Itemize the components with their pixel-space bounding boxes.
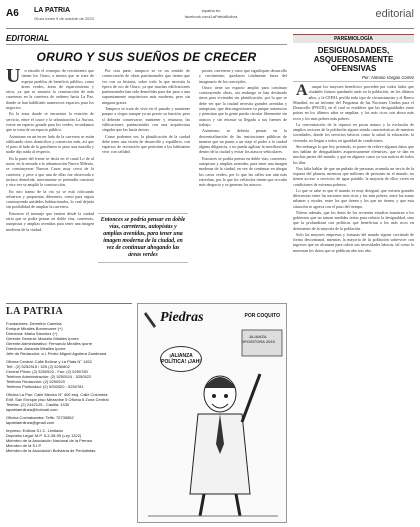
editorial-column-3 bbox=[199, 68, 287, 189]
credit-line: Fundadores: Demetrio Canelas bbox=[6, 321, 62, 326]
credit-line: Telefax: (2) 2442125 - Casilla: 1430 bbox=[6, 402, 70, 407]
pen-icon bbox=[144, 312, 156, 328]
pull-quote: Entonces se podría pensar en doble vías, carreteras, autopistas y amplias avenidas, para tener una imagen moderna de la ciudad, en vez de continuar ahogando las áreas verdes bbox=[98, 213, 188, 263]
paragraph: Oruro tiene un espacio amplio para continuar construyendo obras, sin embargo se han destinado áreas para viviendas sin planificación, por lo que se debe ver que la ciudad necesita grandes avenidas y autopistas, que descongestionen su parque automotor y permitan que la gente pueda circular libremente sin atascos y sin retrasar su llegada a sus fuentes de trabajo. bbox=[199, 84, 287, 127]
credit-line: Directora: Amanda Miralles Iporre bbox=[6, 346, 66, 351]
editorial-title: ORURO Y SUS SUEÑOS DE CRECER bbox=[36, 50, 257, 64]
editorial-article bbox=[6, 34, 287, 330]
credit-line: Depósito Legal: M.P. 5-3-38-95 (Ley 1322) bbox=[6, 433, 82, 438]
credit-line: Jefe de Redacción: a.i. Pedro Miguel Aguilera Zambrana bbox=[6, 351, 107, 356]
paragraph: Tampoco se trata de vivir en el pasado y mantener parque a ciegas aunque ya no preste su función, pero sí deberán conservarse, mantener y restaurar, las edificaciones patrimoniales con una arquitectura singular que las hacía únicas. bbox=[102, 106, 190, 133]
speech-bubble: ¡ALIANZA POLÍTICA! ¡JAH! bbox=[160, 346, 202, 372]
header-links bbox=[146, 8, 276, 20]
credit-line: Edif. San Enrique piso Mezanine 5 Oficina 6 Zona Central bbox=[6, 397, 109, 402]
credit-line: Central Piloto: (2) 5250520 - Fax: (2) 5250780 bbox=[6, 369, 88, 374]
paragraph: Nótese además, que los datos de los recientes estudios muestran a los gobiernos que no toman medidas serias para reducir la desigualdad, sino que la profundizan con políticas que benefician a los más ricos en detrimento de la mayoría de la población. bbox=[293, 209, 414, 231]
paragraph: En la parte del frente se decía en el canal Lo de al norte, en la entrada a la urbanización Nuevo Milenio, se construyeron Nuevas Casas muy cerca de la carretera, y pese a que una de ellas fue observada e incluso demolida, nuevamente se pretendía construir y otra vez se amplió la construcción. bbox=[6, 155, 94, 188]
credit-line: Oficina La Paz: Calle Mexico N° 400 esq. Calle Colombia bbox=[6, 392, 108, 397]
opinion-title: DESIGUALDADES, ASQUEROSAMENTE OFENSIVAS bbox=[313, 46, 394, 73]
credit-line: Gerente Administrativo: Fernando Miralles Iporre bbox=[6, 341, 93, 346]
credit-line: Teléfono Redacción: (2) 5250520 bbox=[6, 379, 65, 384]
column-bar: PAREMIOLOGÍA bbox=[293, 34, 414, 43]
paragraph: postes, carreteras y otros que signifiquen desarrollo y crecimiento, quedaron totalmente fuera del imaginario de los concejales. bbox=[199, 68, 287, 84]
editorial-column-2 bbox=[102, 68, 190, 156]
paragraph: Como podemos ver, la planificación de la ciudad debe tener una visión de desarrollo y equilibrio, con espacios de recreación que permitan a los habitantes vivir con calidad. bbox=[102, 133, 190, 155]
credit-line: Miembro de la Asociación Boliviana de Periodistas bbox=[6, 448, 96, 453]
credit-line: Impreso: Editora S.I.C. Limitada bbox=[6, 428, 63, 433]
paragraph: En la zona donde se encuentra la estación de servicio, entre el cauce y la urbanización La Aurora, existe un espacio grande para los verdes, recordamos que se trata de un espacio público. bbox=[6, 111, 94, 133]
dropcap: U bbox=[6, 65, 21, 87]
opinion-article bbox=[293, 34, 414, 254]
paragraph: Aunque los mayores beneficios proceden por todos lados que ciudades fuimos quedando atrás en la población, en los últimos años, y la CEPAL perfila todo tipo de circunstancias y el Banco Mundial, en un informe del Programa de las Naciones Unidas para el Desarrollo (PNUD), en el cual se establece que las desigualdades entre países en los últimos años se amplían, y los más ricos son ahora más ricos y los más pobres más pobres. bbox=[293, 82, 414, 121]
editorial-columns bbox=[6, 65, 287, 330]
credit-email[interactable]: lapatriaenlinea@gmail.com bbox=[6, 420, 55, 425]
paragraph: La concentración de la riqueza en pocas manos y la exclusión de amplios sectores de la población siguen siendo características de nuestras sociedades, donde los servicios básicos como la salud, la educación, la vivienda, no llegan a todos en igualdad de condiciones. bbox=[293, 121, 414, 143]
editorial-column-1 bbox=[6, 65, 94, 233]
credit-line: Teléfono Publicidad: (2) 5250520 - 5250781 bbox=[6, 384, 84, 389]
editorial-label: EDITORIAL bbox=[6, 34, 287, 45]
paragraph: Entonces se podría pensar en doble vías, carreteras, autopistas y amplias avenidas, para tener una imagen moderna de la ciudad, en vez de continuar en ahogar los casos verdes, por lo que las calles son aún más estrechas, por lo que los vehículos tienen que circular más despacio y se generan los atascos. bbox=[199, 155, 287, 188]
paragraph: Asimismo, se debería pensar en la descentralización de las instituciones públicas de manera que no pasen a un viaje al poder a la ciudad alguna diligencia, y no pueda agilizar la movilización dentro de la ciudad y evitar los atascos vehiculares. bbox=[199, 128, 287, 155]
staff-box bbox=[6, 303, 132, 523]
section-label: editorial bbox=[375, 8, 414, 20]
credit-email[interactable]: lapatriaenlinea@hotmail.com bbox=[6, 407, 58, 412]
credit-line: Directora: Marta Sánchez (+) bbox=[6, 331, 58, 336]
cartoon-author: POR COQUITO bbox=[244, 313, 280, 319]
credit-line: Oficina Central: Calle Bolívar y La Plata N° 1452 bbox=[6, 359, 92, 364]
dropcap: A bbox=[296, 82, 308, 99]
paragraph: n estudio el concepto de crecimiento que tienen los Oruro, a menos que se trate de espejar pueblos de beneficio público, como áreas verdes, áreas de esparcimiento y otros, ya que se anuncia la construcción de más carreteras en la carretera de ordenes hacia La Paz, donde se han habilitado numerosos espacios para los negocios. bbox=[6, 68, 94, 111]
credit-line: Teléfono Administración: (2) 5250524 - 5250522 bbox=[6, 374, 92, 379]
masthead-logo: LA PATRIA bbox=[34, 7, 71, 14]
paragraph: Sin embargo lo que hoy pretendo, es poner de relieve algunos datos que nos hablan de desigualdades asquerosamente ofensivas, que se dan en muchas partes del mundo, y que en algunos casos ya son noticia de todos los días. bbox=[293, 143, 414, 165]
paragraph: En otro tramo de la vía ya se está colocando refuerzos y propuestas diferentes, como para seguir construyendo unidades habitacionales, lo cual dejaría sin posibilidad de ampliar la carretera. bbox=[6, 188, 94, 210]
paragraph: Nos falta hablar de que un puñado de personas acumula un tercio de la riqueza del planeta, mientras que millones de personas en el mundo, no tienen acceso a servicios de agua potable, la mayoría de ellos viven en condiciones de extrema pobreza. bbox=[293, 165, 414, 187]
credit-line: Miembro de la Asociación Nacional de la Prensa bbox=[6, 438, 92, 443]
credit-line: Miembro de la S.I.P. bbox=[6, 443, 42, 448]
facebook-link[interactable]: facebook.com/LaPatriaBolivia bbox=[184, 14, 238, 19]
credit-line: Gerente General: Marcelo Miralles Iporre bbox=[6, 336, 79, 341]
credit-line: Enrique Miralles Bonnecarre (+) bbox=[6, 326, 63, 331]
issue-date: Oruro lunes 9 de octubre de 2023 bbox=[34, 16, 94, 21]
page-header bbox=[6, 5, 414, 29]
opinion-body bbox=[293, 84, 414, 253]
page-number: A6 bbox=[6, 8, 19, 19]
paragraph: Entonces el mensaje que emiten desde la ciudad sería que se podía pensar en doble vías, carreteras, autopistas y amplias avenidas para tener una imagen moderna de la ciudad. bbox=[6, 210, 94, 232]
cartoon-title: Piedras bbox=[160, 310, 204, 325]
website-link[interactable]: lapatria.bo bbox=[201, 8, 221, 13]
protest-sign: ALIANZA OPOSITORA 2023 bbox=[241, 334, 275, 344]
opinion-author: Por: Antonio Vargas Cortez bbox=[293, 75, 414, 82]
credits-logo: LA PATRIA bbox=[6, 306, 64, 317]
editorial-cartoon bbox=[137, 303, 287, 523]
paragraph: Por otra parte, tampoco se ve un sentido de conservación de obras patrimoniales que tienen que ver con su historia, sobre todo la que necesita la época de oro de Oruro, ya que muchas edificaciones patrimoniales han sido demolidas para dar paso a una supuestamente arquitectura más moderna, pero sin ninguna gracia. bbox=[102, 68, 190, 105]
credit-line: Telf.: (2) 5252515 / 525 (2) 5250802 bbox=[6, 364, 70, 369]
paragraph: Solo las mayores empresas y fortunas del mundo siguen creciendo de forma descomunal, mientras la mayoría de la población sobrevive con ingresos que no alcanzan para cubrir sus necesidades básicas, tal como lo muestran los datos que se publican año tras año. bbox=[293, 231, 414, 253]
paragraph: Asimismo en un tercer lado de la carretera se están edificando otros domicilios y comercios más, así que el paso al lado de la gasolinera se puso una muralla y nadie dijo nada al respecto. bbox=[6, 133, 94, 155]
credit-line: Oficina Cochabamba: Telfs: 70735852 bbox=[6, 415, 74, 420]
paragraph: Lo que se sabe es que el mundo es muy desigual, que existen grandes diferencias entre las naciones más ricas y las más pobres, entre las zonas urbanas y rurales, entre los que tienen y los que no tienen, y que esta situación se agrava con el paso del tiempo. bbox=[293, 187, 414, 209]
